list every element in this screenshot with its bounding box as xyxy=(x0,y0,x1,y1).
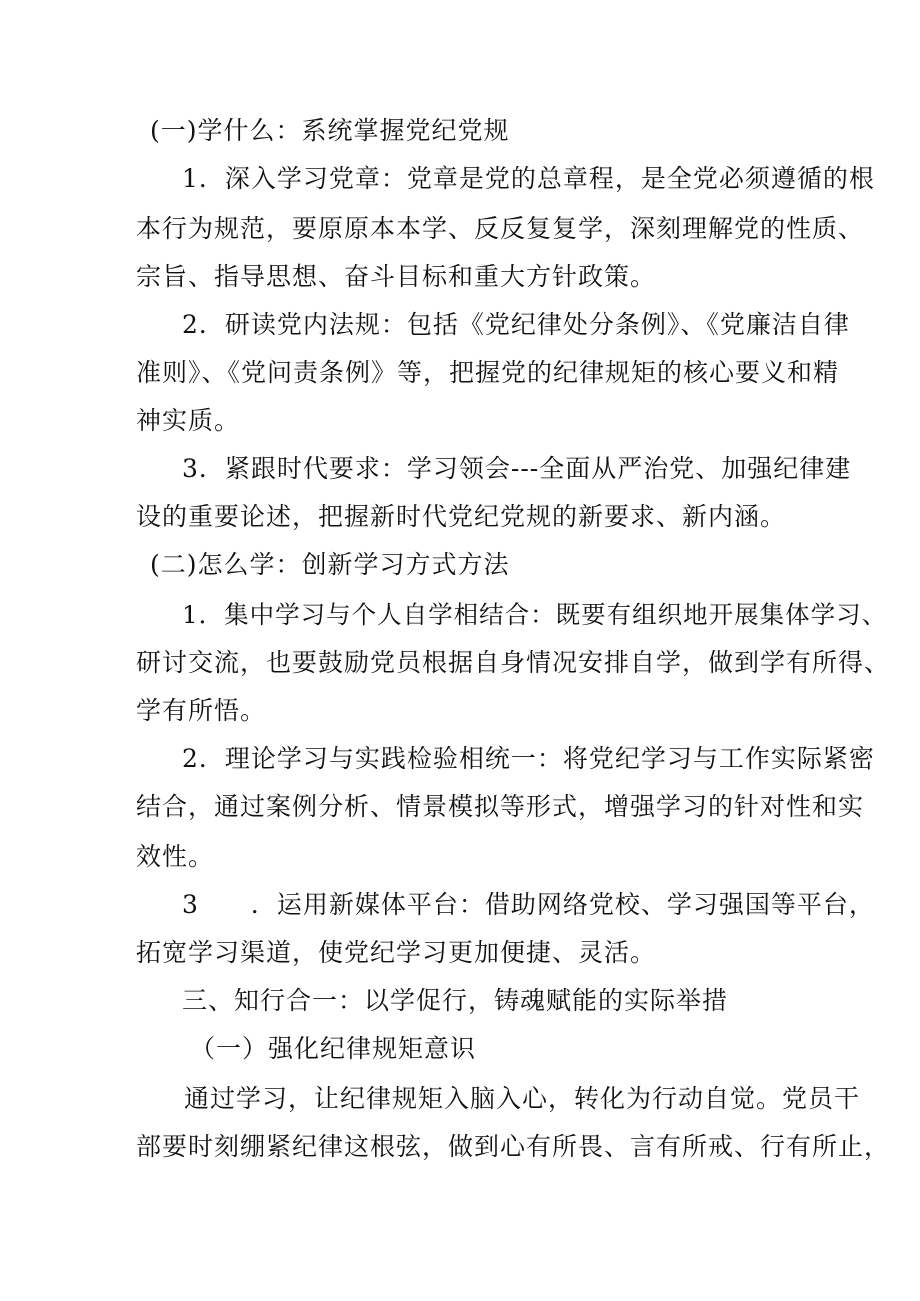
section-heading-practice: 三、知行合一：以学促行，铸魂赋能的实际举措 xyxy=(182,986,729,1015)
paragraph-line: 宗旨、指导思想、奋斗目标和重大方针政策。 xyxy=(136,262,657,291)
paragraph-line: 3 ．运用新媒体平台：借助网络党校、学习强国等平台， xyxy=(182,890,875,919)
paragraph-line: 神实质。 xyxy=(136,406,241,435)
paragraph-line: 3．紧跟时代要求：学习领会---全面从严治党、加强纪律建 xyxy=(182,454,852,483)
section-heading-how-to-learn: (二)怎么学：创新学习方式方法 xyxy=(150,550,510,579)
paragraph-line: 效性。 xyxy=(136,842,215,871)
paragraph-line: 结合，通过案例分析、情景模拟等形式，增强学习的针对性和实 xyxy=(136,792,865,821)
paragraph-line: 设的重要论述，把握新时代党纪党规的新要求、新内涵。 xyxy=(136,502,787,531)
paragraph-line: 准则》、《党问责条例》等，把握党的纪律规矩的核心要义和精 xyxy=(136,358,840,387)
paragraph-line: 研讨交流，也要鼓励党员根据自身情况安排自学，做到学有所得、 xyxy=(136,648,891,677)
paragraph-line: 2．研读党内法规：包括《党纪律处分条例》、《党廉洁自律 xyxy=(182,310,850,339)
paragraph-line: 拓宽学习渠道，使党纪学习更加便捷、灵活。 xyxy=(136,938,657,967)
paragraph-line: 通过学习，让纪律规矩入脑入心，转化为行动自觉。党员干 xyxy=(184,1084,861,1113)
paragraph-line: 本行为规范，要原原本本学、反反复复学，深刻理解党的性质、 xyxy=(136,214,865,243)
section-heading-what-to-learn: (一)学什么：系统掌握党纪党规 xyxy=(150,116,510,145)
paragraph-line: 2．理论学习与实践检验相统一：将党纪学习与工作实际紧密 xyxy=(182,744,875,773)
paragraph-line: 1．集中学习与个人自学相结合：既要有组织地开展集体学习、 xyxy=(182,600,888,629)
paragraph-line: 学有所悟。 xyxy=(136,696,267,725)
paragraph-line: 部要时刻绷紧纪律这根弦，做到心有所畏、言有所戒、行有所止， xyxy=(136,1132,891,1161)
subsection-heading-discipline: （一）强化纪律规矩意识 xyxy=(190,1034,477,1063)
paragraph-line: 1．深入学习党章：党章是党的总章程，是全党必须遵循的根 xyxy=(182,164,875,193)
